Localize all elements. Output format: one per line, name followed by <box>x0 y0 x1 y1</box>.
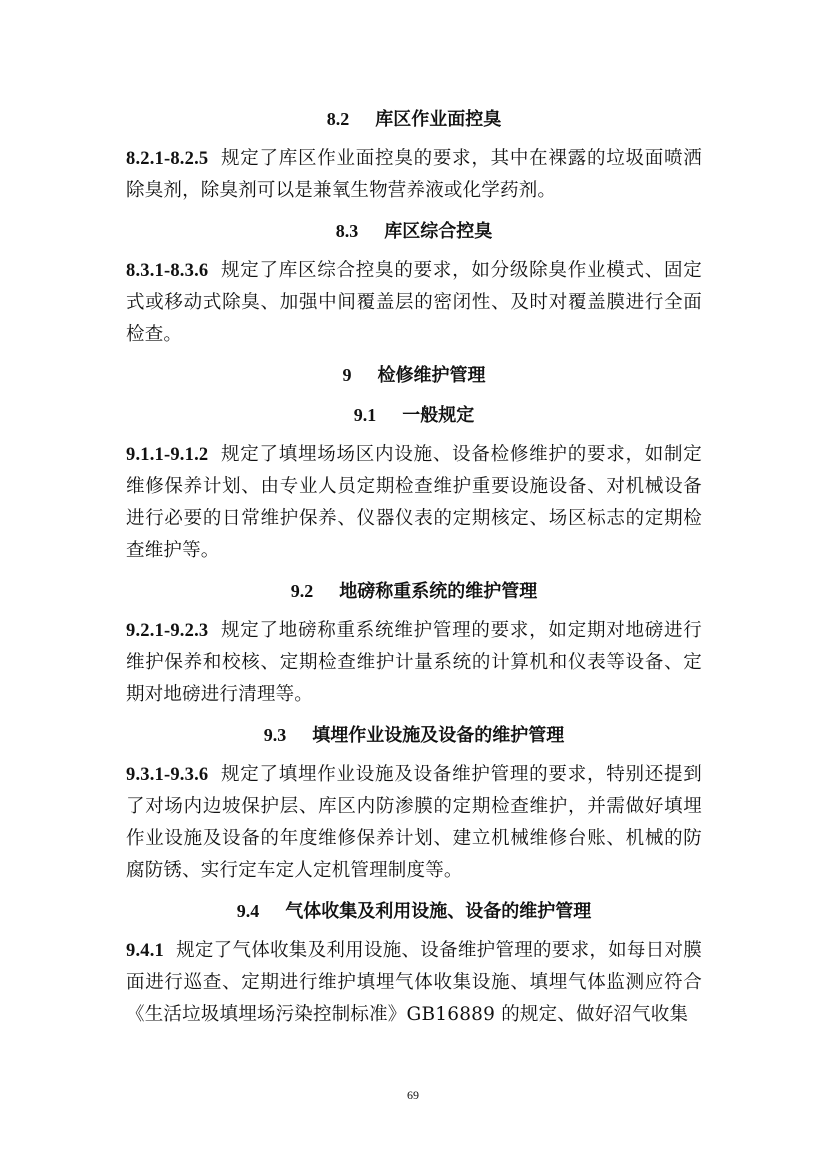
section-number: 8.2 <box>326 109 350 129</box>
chapter-heading <box>126 359 702 391</box>
page-number: 69 <box>407 1088 419 1102</box>
section-heading <box>126 895 702 927</box>
section-title: 检修维护管理 <box>377 365 486 386</box>
clause-ref: 9.2.1-9.2.3 <box>126 621 209 641</box>
clause-ref: 9.3.1-9.3.6 <box>126 765 209 785</box>
clause-ref: 9.1.1-9.1.2 <box>126 445 209 465</box>
clause-ref: 8.2.1-8.2.5 <box>126 149 209 169</box>
section-title: 一般规定 <box>402 405 475 426</box>
section-heading <box>126 103 702 135</box>
section-number: 8.3 <box>335 221 359 241</box>
document-body <box>126 103 702 1039</box>
clause-text: 规定了填埋作业设施及设备维护管理的要求，特别还提到了对场内边坡保护层、库区内防渗膜的定期检查维护，并需做好填埋作业设施及设备的年度维修保养计划、建立机械维修台账、机械的防腐防锈、实行定车定人定机管理制度等。 <box>126 764 702 881</box>
clause-text: 规定了地磅称重系统维护管理的要求，如定期对地磅进行维护保养和校核、定期检查维护计量系统的计算机和仪表等设备、定期对地磅进行清理等。 <box>126 620 702 705</box>
section-heading <box>126 215 702 247</box>
clause-paragraph <box>126 935 702 1031</box>
section-title: 填埋作业设施及设备的维护管理 <box>312 725 565 746</box>
section-title: 库区作业面控臭 <box>375 109 502 130</box>
clause-paragraph <box>126 439 702 567</box>
section-number: 9.1 <box>353 405 377 425</box>
clause-paragraph <box>126 615 702 711</box>
section-number: 9.3 <box>263 725 287 745</box>
section-heading <box>126 719 702 751</box>
clause-paragraph <box>126 143 702 207</box>
clause-text: 规定了库区作业面控臭的要求，其中在裸露的垃圾面喷洒除臭剂，除臭剂可以是兼氧生物营养液或化学药剂。 <box>126 148 702 201</box>
clause-ref: 8.3.1-8.3.6 <box>126 261 209 281</box>
clause-paragraph <box>126 255 702 351</box>
section-number: 9.4 <box>236 901 260 921</box>
section-heading <box>126 399 702 431</box>
section-title: 地磅称重系统的维护管理 <box>339 581 538 602</box>
clause-ref: 9.4.1 <box>126 941 164 961</box>
clause-text: 规定了填埋场场区内设施、设备检修维护的要求，如制定维修保养计划、由专业人员定期检查维护重要设施设备、对机械设备进行必要的日常维护保养、仪器仪表的定期核定、场区标志的定期检查维护等。 <box>126 444 702 561</box>
section-heading <box>126 575 702 607</box>
clause-paragraph <box>126 759 702 887</box>
clause-text: 规定了气体收集及利用设施、设备维护管理的要求，如每日对膜面进行巡查、定期进行维护填埋气体收集设施、填埋气体监测应符合《生活垃圾填埋场污染控制标准》GB16889 的规定、做好沼气收集 <box>126 940 702 1025</box>
section-number: 9.2 <box>290 581 314 601</box>
section-title: 气体收集及利用设施、设备的维护管理 <box>285 901 592 922</box>
section-number: 9 <box>342 365 352 385</box>
clause-text: 规定了库区综合控臭的要求，如分级除臭作业模式、固定式或移动式除臭、加强中间覆盖层的密闭性、及时对覆盖膜进行全面检查。 <box>126 260 702 345</box>
section-title: 库区综合控臭 <box>384 221 493 242</box>
